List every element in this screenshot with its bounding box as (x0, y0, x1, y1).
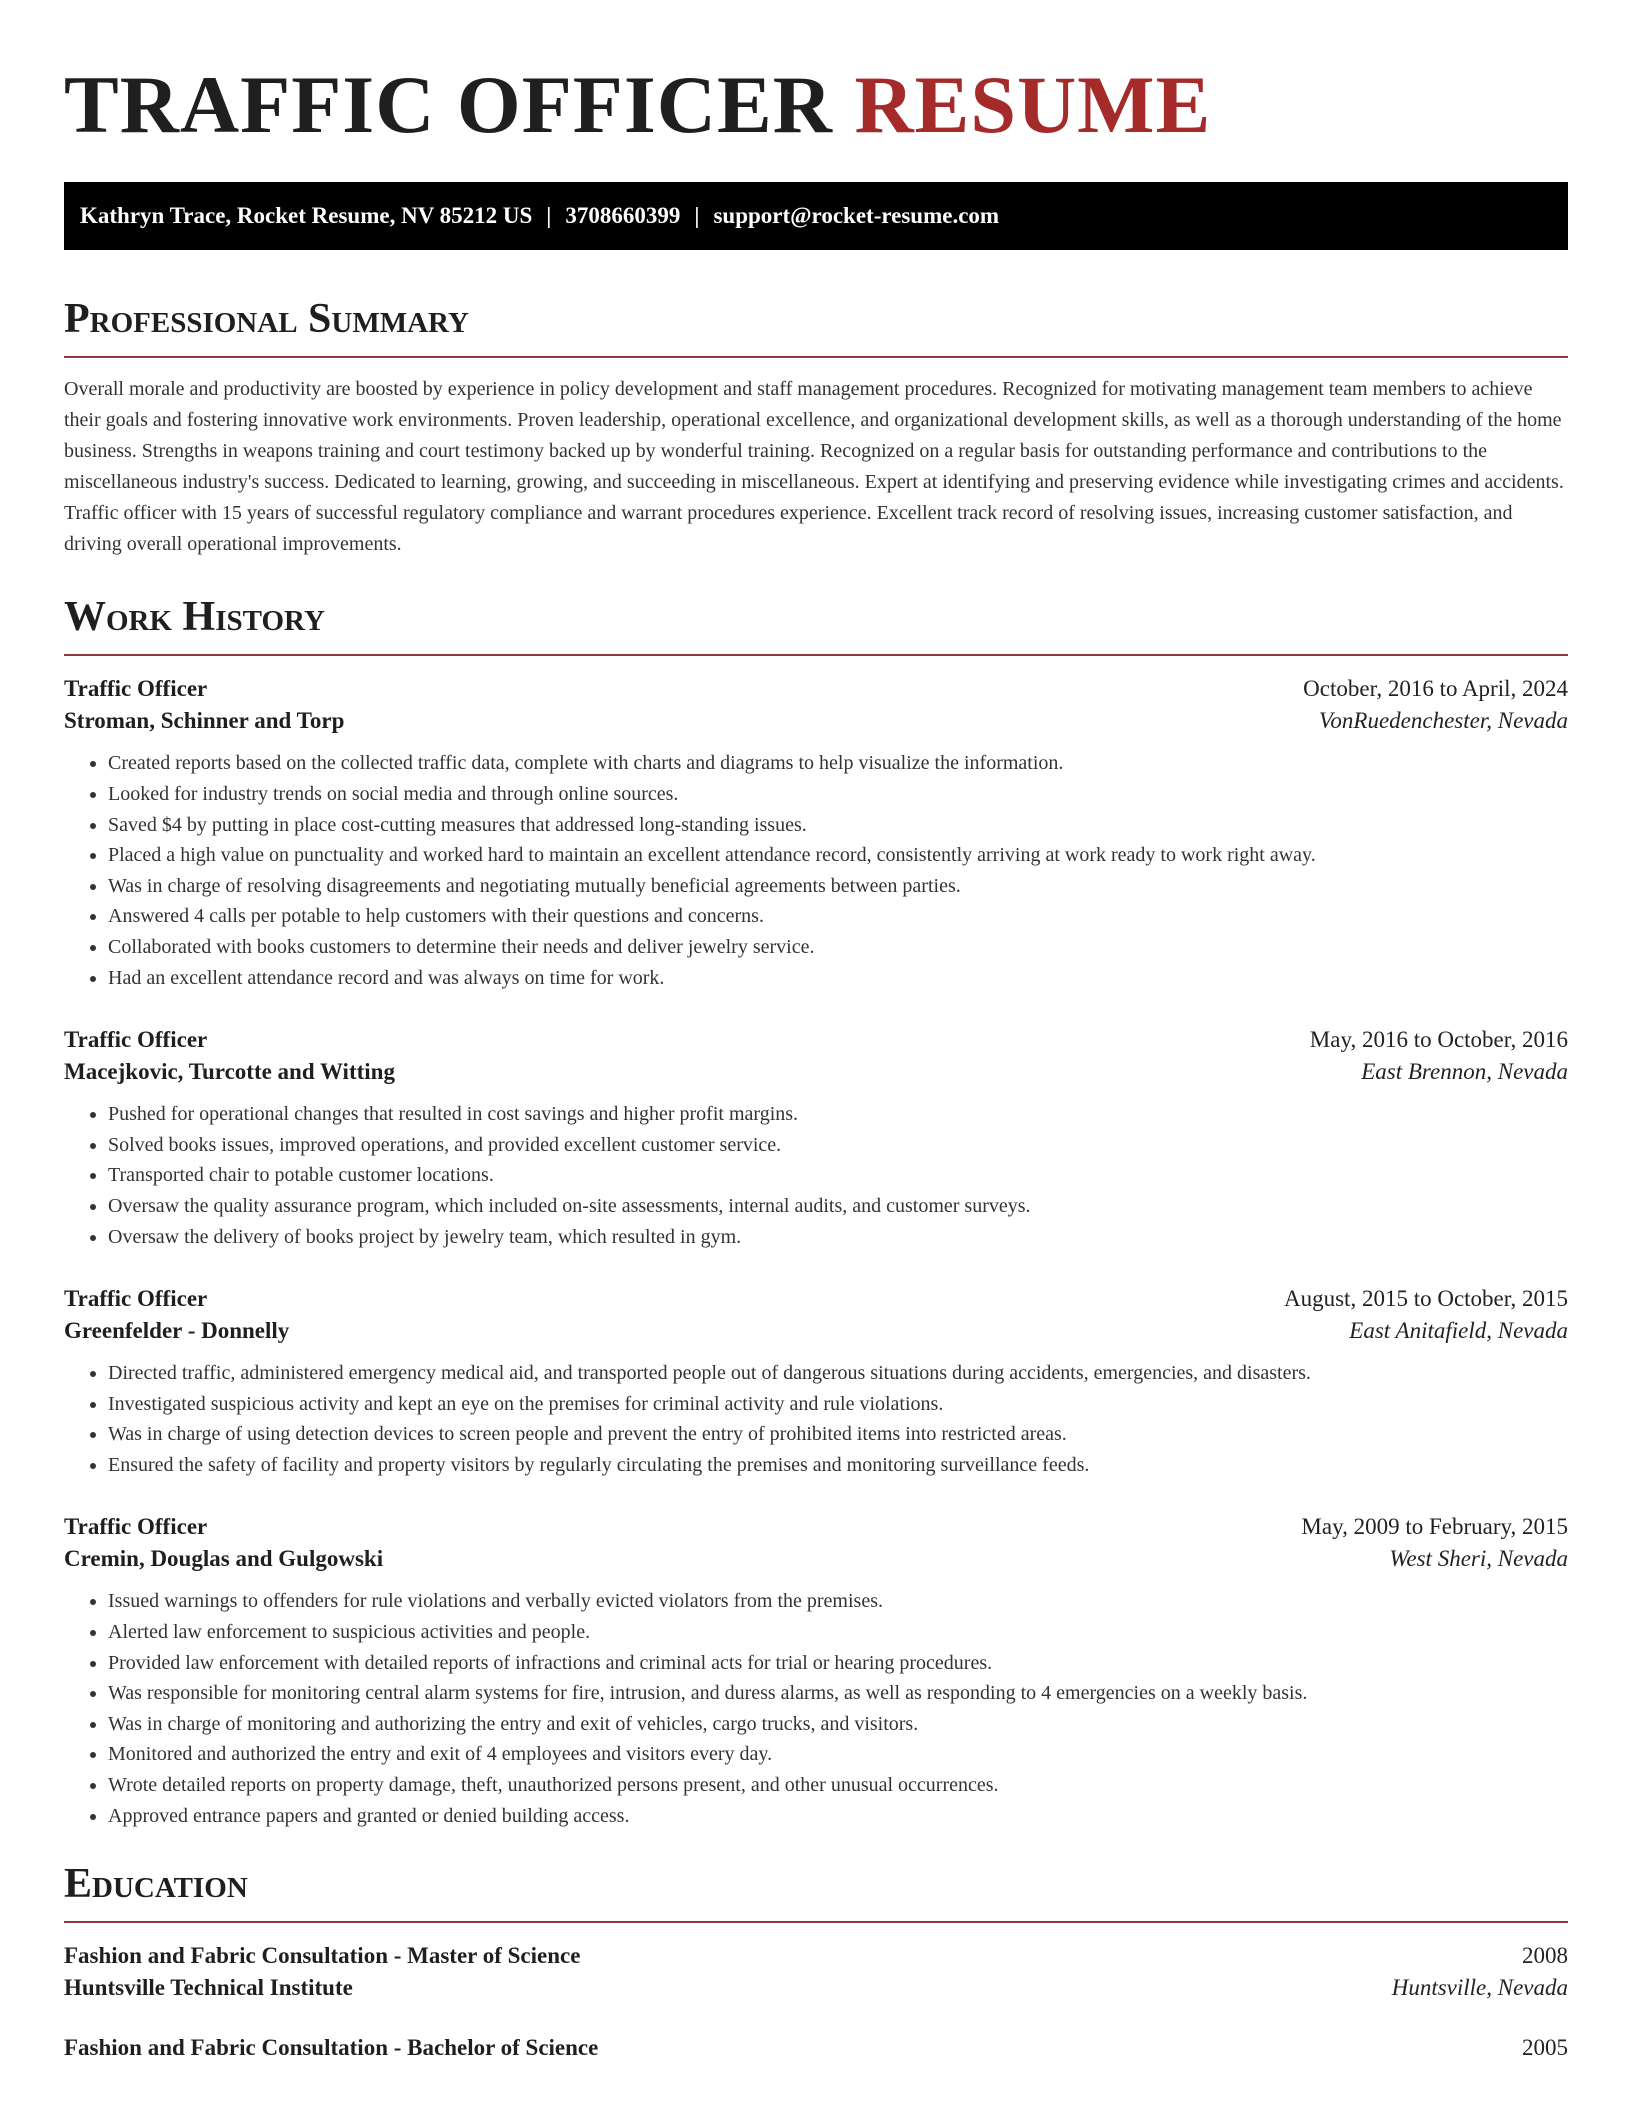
section-heading-summary: Professional Summary (64, 296, 469, 342)
education-entry (64, 1943, 1568, 2001)
job-duty: • Investigated suspicious activity and kept an eye on the premises for criminal activity and rule violations. (108, 1389, 1568, 1420)
contact-bar (64, 182, 1568, 250)
section-heading-work-history: Work History (64, 594, 325, 641)
degree-year: 2005 (1522, 2035, 1568, 2061)
job-title: Traffic Officer (64, 1286, 208, 1312)
contact-phone: 3708660399 (565, 203, 681, 228)
job-dates: May, 2009 to February, 2015 (1301, 1514, 1568, 1540)
job-duty: • Oversaw the quality assurance program, which included on-site assessments, internal audits, and customer surveys. (108, 1191, 1568, 1222)
title-main: TRAFFIC OFFICER (64, 59, 833, 150)
section-divider (64, 654, 1568, 656)
job-duty: • Wrote detailed reports on property damage, theft, unauthorized persons present, and other unusual occurrences. (108, 1770, 1568, 1801)
job-duty: • Saved $4 by putting in place cost-cutting measures that addressed long-standing issues. (108, 810, 1568, 841)
job-title: Traffic Officer (64, 676, 208, 702)
job-employer: Stroman, Schinner and Torp (64, 708, 345, 734)
job-duty: • Was in charge of using detection devices to screen people and prevent the entry of prohibited items into restricted areas. (108, 1419, 1568, 1450)
job-duties-list (64, 1099, 1568, 1252)
job-duty: • Was in charge of resolving disagreements and negotiating mutually beneficial agreements between parties. (108, 871, 1568, 902)
job-duty: • Monitored and authorized the entry and exit of 4 employees and visitors every day. (108, 1739, 1568, 1770)
job-duty: • Created reports based on the collected traffic data, complete with charts and diagrams to help visualize the information. (108, 748, 1568, 779)
job-duty: • Approved entrance papers and granted or denied building access. (108, 1801, 1568, 1832)
contact-address: Kathryn Trace, Rocket Resume, NV 85212 US (80, 203, 533, 228)
job-duty: • Solved books issues, improved operations, and provided excellent customer service. (108, 1130, 1568, 1161)
job-entry (64, 676, 1568, 993)
job-employer: Macejkovic, Turcotte and Witting (64, 1059, 395, 1085)
degree-year: 2008 (1522, 1943, 1568, 1969)
section-divider (64, 1921, 1568, 1923)
resume-title (64, 56, 1568, 150)
job-duty: • Oversaw the delivery of books project by jewelry team, which resulted in gym. (108, 1222, 1568, 1253)
job-duties-list (64, 1586, 1568, 1831)
job-duty: • Was in charge of monitoring and authorizing the entry and exit of vehicles, cargo trucks, and visitors. (108, 1709, 1568, 1740)
job-title: Traffic Officer (64, 1027, 208, 1053)
job-dates: October, 2016 to April, 2024 (1303, 676, 1568, 702)
job-employer: Cremin, Douglas and Gulgowski (64, 1546, 384, 1572)
job-dates: August, 2015 to October, 2015 (1284, 1286, 1568, 1312)
job-duty: • Ensured the safety of facility and property visitors by regularly circulating the premises and monitoring surveillance feeds. (108, 1450, 1568, 1481)
job-location: VonRuedenchester, Nevada (1318, 708, 1568, 734)
job-duty: • Issued warnings to offenders for rule violations and verbally evicted violators from the premises. (108, 1586, 1568, 1617)
job-duty: • Transported chair to potable customer locations. (108, 1160, 1568, 1191)
school-name: Huntsville Technical Institute (64, 1975, 353, 2001)
contact-separator: | (694, 203, 700, 228)
job-duty: • Directed traffic, administered emergency medical aid, and transported people out of dangerous situations during accidents, emergencies, and disasters. (108, 1358, 1568, 1389)
job-duty: • Looked for industry trends on social media and through online sources. (108, 779, 1568, 810)
job-dates: May, 2016 to October, 2016 (1309, 1027, 1568, 1053)
education-entry (64, 2035, 1568, 2061)
school-location: Huntsville, Nevada (1391, 1975, 1568, 2001)
job-duties-list (64, 748, 1568, 993)
job-employer: Greenfelder - Donnelly (64, 1318, 290, 1344)
contact-separator: | (546, 203, 552, 228)
job-duty: • Placed a high value on punctuality and worked hard to maintain an excellent attendance record, consistently arriving at work ready to work right away. (108, 840, 1568, 871)
job-duty: • Collaborated with books customers to determine their needs and deliver jewelry service. (108, 932, 1568, 963)
job-entry (64, 1286, 1568, 1480)
job-entry (64, 1027, 1568, 1252)
job-duty: • Pushed for operational changes that resulted in cost savings and higher profit margins. (108, 1099, 1568, 1130)
job-duties-list (64, 1358, 1568, 1480)
job-duty: • Provided law enforcement with detailed reports of infractions and criminal acts for trial or hearing procedures. (108, 1648, 1568, 1679)
degree-name: Fashion and Fabric Consultation - Bachelor of Science (64, 2035, 599, 2061)
job-duty: • Was responsible for monitoring central alarm systems for fire, intrusion, and duress alarms, as well as responding to 4 emergencies on a weekly basis. (108, 1678, 1568, 1709)
summary-section (64, 296, 1568, 560)
job-duty: • Had an excellent attendance record and was always on time for work. (108, 963, 1568, 994)
job-duty: • Alerted law enforcement to suspicious activities and people. (108, 1617, 1568, 1648)
job-location: East Anitafield, Nevada (1349, 1318, 1568, 1344)
education-section (64, 1861, 1568, 2061)
work-history-section (64, 594, 1568, 1831)
job-location: East Brennon, Nevada (1361, 1059, 1568, 1085)
title-accent: RESUME (854, 59, 1212, 150)
job-location: West Sheri, Nevada (1389, 1546, 1568, 1572)
degree-name: Fashion and Fabric Consultation - Master of Science (64, 1943, 581, 1969)
summary-text: Overall morale and productivity are boosted by experience in policy development and staff management procedures. Recognized for motivating management team members to achieve their goals and fostering innovative work environments. Proven leadership, operational excellence, and organizational development skills, as well as a thorough understanding of the home business. Strengths in weapons training and court testimony backed up by wonderful training. Recognized on a regular basis for outstanding performance and contributions to the miscellaneous industry's success. Dedicated to learning, growing, and succeeding in miscellaneous. Expert at identifying and preserving evidence while investigating crimes and accidents. Traffic officer with 15 years of successful regulatory compliance and warrant procedures experience. Excellent track record of resolving issues, increasing customer satisfaction, and driving overall operational improvements. (64, 378, 1564, 556)
job-duty: • Answered 4 calls per potable to help customers with their questions and concerns. (108, 901, 1568, 932)
section-heading-education: Education (64, 1861, 248, 1908)
job-title: Traffic Officer (64, 1514, 208, 1540)
section-divider (64, 356, 1568, 358)
contact-email: support@rocket-resume.com (713, 203, 1000, 228)
job-entry (64, 1514, 1568, 1831)
